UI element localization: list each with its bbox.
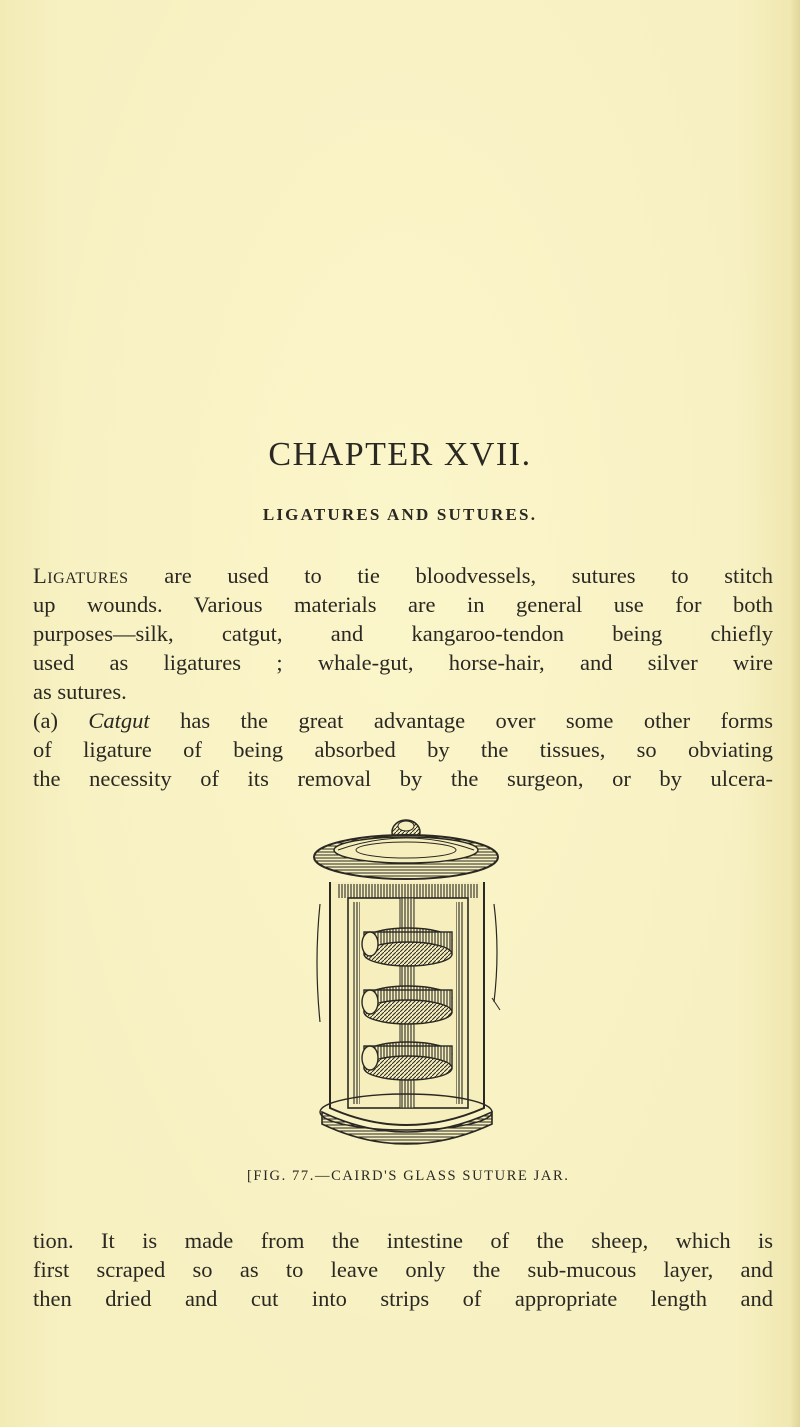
italic-term: Catgut — [88, 708, 150, 733]
text-line: used as ligatures ; whale-gut, horse-hair, and silver wire — [33, 650, 773, 675]
text-line: up wounds. Various materials are in general use for both — [33, 592, 773, 617]
page-edge-shadow — [790, 0, 800, 1427]
text-line: as sutures. — [33, 679, 127, 704]
text-line: tion. It is made from the intestine of the sheep, which is — [33, 1228, 773, 1253]
list-marker: (a) — [33, 708, 89, 733]
text-line: purposes—silk, catgut, and kangaroo-tendon being chiefly — [33, 621, 773, 646]
paragraph-1 — [33, 561, 773, 793]
chapter-title: CHAPTER XVII. — [268, 436, 532, 473]
text-line — [33, 561, 773, 590]
figure-caption: [FIG. 77.—CAIRD'S GLASS SUTURE JAR. — [247, 1168, 570, 1184]
paragraph-2 — [33, 1226, 773, 1313]
lead-word: Ligatures — [33, 563, 129, 588]
line-text: are used to tie bloodvessels, sutures to stitch — [128, 563, 773, 588]
text-line: then dried and cut into strips of appropriate length and — [33, 1286, 773, 1311]
text-line: first scraped so as to leave only the sub-mucous layer, and — [33, 1257, 773, 1282]
text-line: the necessity of its removal by the surgeon, or by ulcera- — [33, 766, 773, 791]
chapter-subtitle: LIGATURES AND SUTURES. — [262, 505, 538, 524]
text-line — [33, 706, 773, 735]
line-text: has the great advantage over some other forms — [149, 708, 773, 733]
text-line: of ligature of being absorbed by the tissues, so obviating — [33, 737, 773, 762]
suture-jar-illustration — [308, 812, 503, 1152]
